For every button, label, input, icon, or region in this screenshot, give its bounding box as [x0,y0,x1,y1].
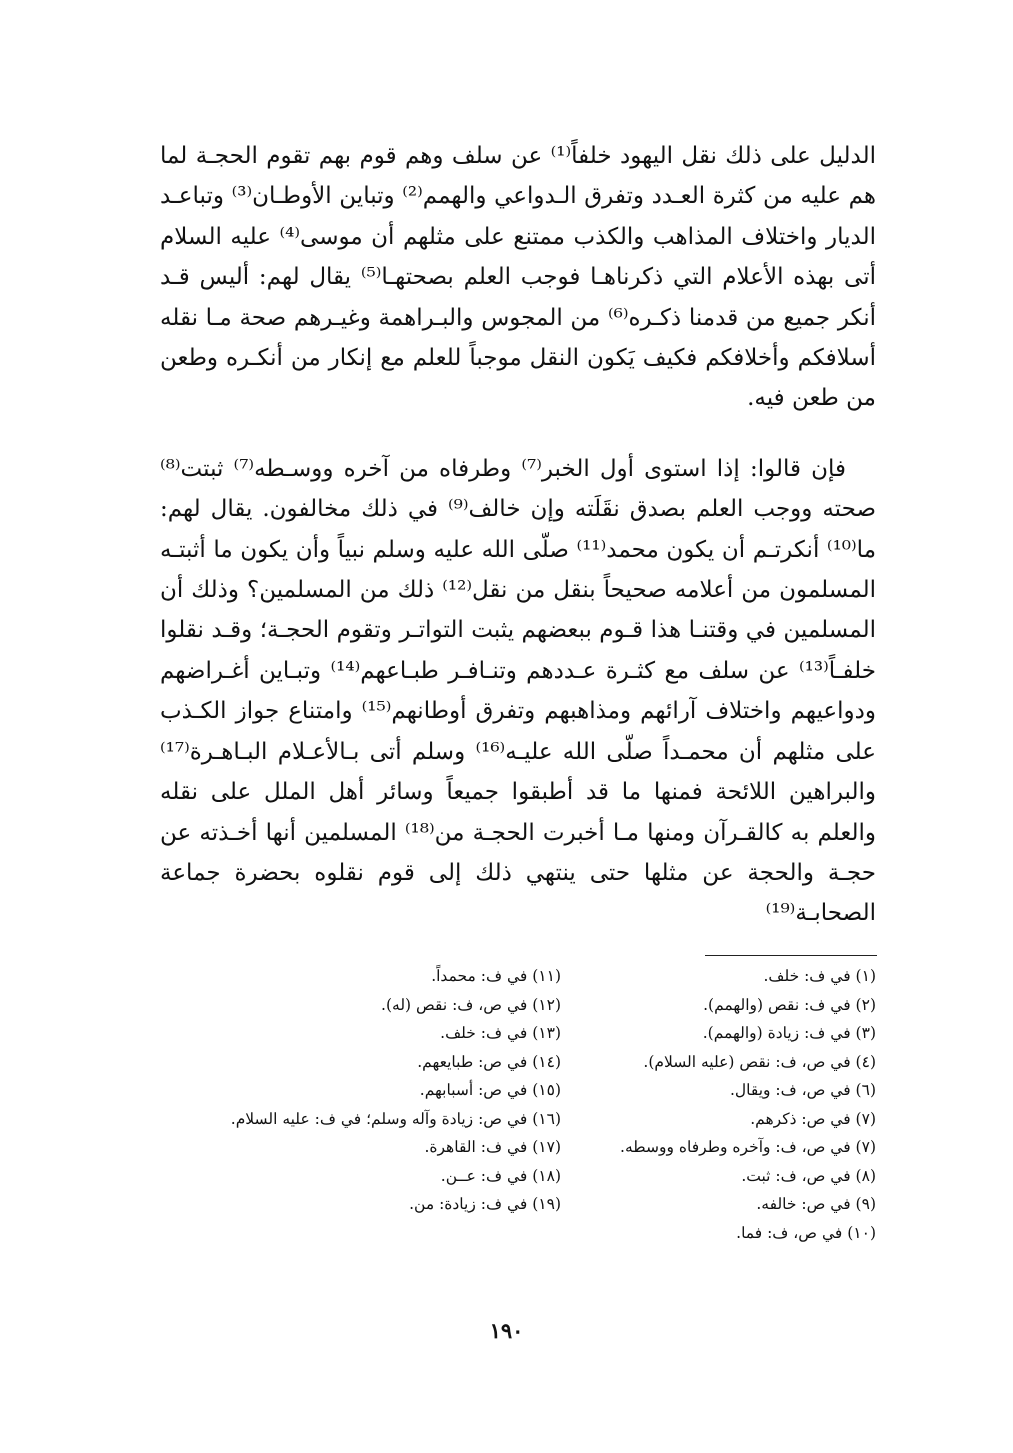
footnote: (٤) في ص، ف: نقص (عليه السلام). [643,1052,876,1071]
footnote: (١٣) في ف: خلف. [440,1024,561,1042]
footnote: (٧) في ص، ف: وآخره وطرفاه ووسطه. [620,1138,876,1156]
footnote: (٢) في ف: نقص (والهمم). [703,995,876,1014]
footnote: (٧) في ص: ذكرهم. [750,1109,876,1128]
footnotes-right-column [576,962,876,1247]
footnote: (١١) في ف: محمداً. [431,967,561,985]
footnote: (١٩) في ف: زيادة: من. [409,1195,561,1213]
footnote: (٩) في ص: خالفه. [756,1195,876,1213]
footnote: (١) في ف: خلف. [763,967,876,985]
footnote: (١٥) في ص: أسبابهم. [419,1081,561,1099]
footnotes-left-column [161,962,561,1219]
paragraph: فإن قالوا: إذا استوى أول الخبر⁽⁷⁾ وطرفاه من آخره ووسـطه⁽⁷⁾ ثبتت⁽⁸⁾ صحته ووجب العلم بصدق نقَلَته وإن خالف⁽⁹⁾ في ذلك مخالفون. يقال لهم: ما⁽¹⁰⁾ أنكرتـم أن يكون محمد⁽¹¹⁾ صلّى الله عليه وسلم نبياً وأن يكون ما أثبتـه المسلمون من أعلامه صحيحاً بنقل من نقل⁽¹²⁾ ذلك من المسلمين؟ وذلك أن المسلمين في وقتنـا هذا قـوم ببعضهم يثبت التواتـر وتقوم الحجـة؛ وقـد نقلوا خلفـاً⁽¹³⁾ عن سلف مع كثـرة عـددهم وتنـافـر طبـاعهم⁽¹⁴⁾ وتبـاين أغـراضهم ودواعيهم واختلاف آرائهم ومذاهبهم وتفرق أوطانهم⁽¹⁵⁾ وامتناع جواز الكـذب على مثلهم أن محمـداً صلّى الله عليـه⁽¹⁶⁾ وسلم أتى بـالأعـلام البـاهـرة⁽¹⁷⁾ والبراهين اللائحة فمنها ما قد أطبقوا جميعاً وسائر أهل الملل على نقله والعلم به كالقـرآن ومنها مـا أخبرت الحجـة من⁽¹⁸⁾ المسلمين أنها أخـذته عن حجـة والحجة عن مثلها حتى ينتهي ذلك إلى قوم نقلوه بحضرة جماعة الصحابـة⁽¹⁹⁾ [160,455,877,927]
page-number: ١٩٠ [489,1318,524,1343]
footnote: (١٢) في ص، ف: نقص (له). [381,995,561,1014]
footnote: (١٤) في ص: طبايعهم. [417,1052,561,1071]
footnote: (١٦) في ص: زيادة وآله وسلم؛ في ف: عليه السلام. [230,1109,561,1128]
footnote: (١٨) في ف: عــن. [440,1166,561,1185]
footnote: (١٠) في ص، ف: فما. [736,1223,876,1242]
footnote: (٦) في ص، ف: ويقال. [729,1081,876,1099]
footnote: (٣) في ف: زيادة (والهمم). [702,1024,876,1042]
footnote: (٨) في ص، ف: ثبت. [741,1166,876,1185]
main-text [160,136,876,934]
paragraph: الدليل على ذلك نقل اليهود خلفاً⁽¹⁾ عن سلف وهم قوم بهم تقوم الحجـة لما هم عليه من كثرة العـدد وتفرق الـدواعي والهمم⁽²⁾ وتباين الأوطـان⁽³⁾ وتباعـد الديار واختلاف المذاهب والكذب ممتنع على مثلهم أن موسى⁽⁴⁾ عليه السلام أتى بهذه الأعلام التي ذكرناهـا فوجب العلم بصحتهـا⁽⁵⁾ يقال لهم: أليس قـد أنكر جميع من قدمنا ذكـره⁽⁶⁾ من المجوس والبـراهمة وغيـرهم صحة مـا نقله أسلافكم وأخلافكم فكيف يَكون النقل موجباً للعلم مع إنكار من أنكـره وطعن من طعن فيه. [160,143,877,412]
footnote-separator [705,955,877,956]
footnote: (١٧) في ف: القاهرة. [424,1138,561,1156]
